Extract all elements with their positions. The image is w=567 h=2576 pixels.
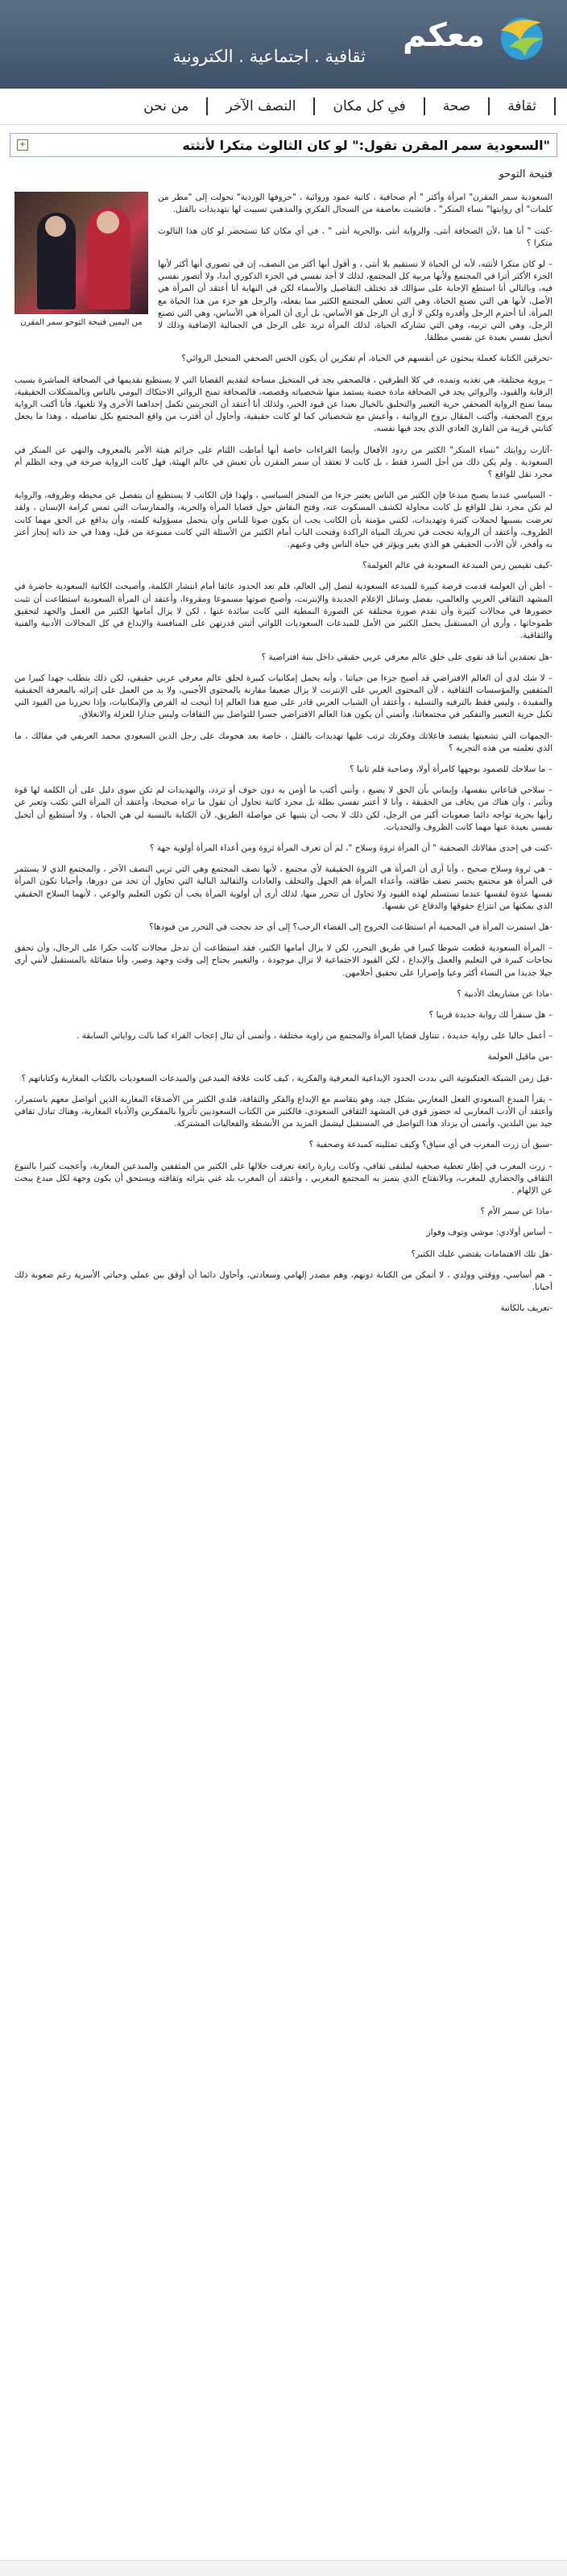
paragraph: – هل سنقرأ لك رواية جديدة قريبا ؟ (428, 1009, 553, 1020)
main-nav (0, 89, 567, 125)
nav-separator (488, 97, 490, 115)
photo-caption: من اليمين فتيحة التوحو سمر المقرن (20, 318, 143, 328)
paragraph: – سلاحي قناعاتي بنفسها، وإيماني بأن الحق لا يضيع ، وأنني أكتب ما أؤمن به دون خوف أو تردد، والتهديدات لم تكن سوى دليل على أن الكلمة لها قوة وتأثير ، وأن هناك من يخاف من الحقيقة ، وأنا لا أعتبر نفسي بطلة بل مجرد كاتبة تحاول أن تقول ما تراه صحيحا، وأعتقد أن المرأة التي تكتب وتعبر عن رأيها بحرية تواجه دائما صعوبات أكبر من الرجل، لكن ذلك لا يجب أن يثنيها عن مواصلة الطريق، لأن الكتابة بالنسبة لي هي الحياة ، ولا أستطيع أن أتخيل نفسي بعيدة عنها مهما كانت الظروف والتحديات. (14, 785, 553, 832)
paragraph: -ماذا عن سمر الأم ؟ (480, 1207, 553, 1217)
paragraph: – هم أساسي، ووقتي وولدي ، لا أتمكن من الكتابة دونهم، وهم مصدر إلهامي وسعادتي، وأحاول دائما أن أوفق بين عملي وحياتي الأسرية رغم صعوبة ذلك أحيانا. (14, 1269, 553, 1293)
site-logo[interactable] (403, 6, 551, 64)
nav-separator (313, 97, 315, 115)
expand-plus-icon[interactable]: + (17, 139, 28, 151)
article-photo (14, 192, 148, 314)
article-title-bar (10, 133, 557, 157)
paragraph: -هل تعتقدين أننا قد نقوى على خلق عالم معرفي عربي حقيقي داخل بنية افتراضية ؟ (261, 652, 553, 662)
nav-item-health[interactable]: صحة (442, 98, 471, 114)
paragraph: -هل تلك الاهتمامات يقتضي عليك الكثير؟ (411, 1249, 553, 1259)
paragraph: – المرأة السعودية قطعت شوطا كبيرا في طريق التحرر، لكن لا يزال أمامها الكثير، فقد استطاعت أن تدخل مجالات كانت حكرا على الرجال، وأن تحقق نجاحات كبيرة في التعليم والعمل والإبداع ، لكن القيود الاجتماعية لا تزال موجودة ، والتغيير يحتاج إلى وقت وجهد وصبر، وأنا متفائلة بالمستقبل لأنني أرى جيلا جديدا من النساء أكثر وعيا وإصرارا على تحقيق أحلامهن. (14, 943, 553, 978)
nav-item-about[interactable]: من نحن (143, 98, 189, 114)
paragraph: -كنت " أنا هنا ،لأن الصحافة أنثى، والرواية أنثى ،والحرية أنثى " ، في أي مكان كنا تستحضر لو كان هذا الثالوث متكرا ؟ (158, 226, 553, 248)
paragraph: – يروية مختلفة، هي تغذيه وتمده، في كلا الطرفين ، فالصحفي يجد في المتخيل مساحة لتقديم القضايا التي لا يستطيع تقديمها في الصحافة المباشرة بسبب الرقابة والقيود، والروائي يجد في الصحافة مادة خصبة يستمد منها شخصياته وقصصه، فالصحافة تمنح الروائي الاحتكاك اليومي بالناس وبالمشكلات الحقيقية، بينما تمنح الرواية الصحفي حرية التعبير والتحليق بالخيال بعيدا عن قيود الخبر، ولذلك أنا أعتقد أن التجربتين تكمل إحداهما الأخرى ولا تلغيها، فأنا أكتب الرواية بروح الصحفية، وأكتب المقال بروح الروائية ، وأعيش مع شخصياتي كما لو كانت حقيقية، وأحاول أن أقترب من واقع المجتمع بكل تفاصيله ، وهذا ما يجعل كتابتي قريبة من القارئ العادي الذي يجد فيها نفسه. (14, 375, 553, 434)
article-body (14, 168, 553, 1315)
brand-name: معكم (403, 17, 485, 54)
paragraph: – زرت المغرب في إطار تغطية صحفية لملتقى ثقافي، وكانت زيارة رائعة تعرفت خلالها على الكثير من المثقفين والمبدعين المغاربة، وأعجبت كثيرا بالتنوع الثقافي والحضاري للمغرب، وبالانفتاح الذي يتميز به المجتمع المغربي ، وأعتقد أن المغرب بلد غني بتراثه وثقافته ويستحق أن يكون وجهة لكل مبدع يبحث عن الإلهام . (14, 1161, 553, 1195)
paragraph: -آثارت روايتك "نساء المنكر" الكثير من ردود الأفعال وأيضا القراءات خاصة أنها أماطت اللثام على جرائم هيئة الأمر بالمعروف والنهي عن المنكر في السعودية . ولم يكن ذلك من أجل السرد فقط ، بل كانت لا تعتقد أن سمر المقرن بأن تعيش في عالم الهيئة، فهل كانت الرواية صرخة في وجه الظلم أم مجرد نقل للواقع ؟ (14, 445, 553, 480)
paragraph: -كنت في إحدى مقالاتك الصحفية " أن المرأة ثروة وسلاح "، لم أن تعرف المرأة ثروة ومن أعداء المرأة أولوية جهة ؟ (149, 843, 553, 853)
nav-item-other-half[interactable]: النصف الآخر (226, 98, 296, 114)
nav-item-everywhere[interactable]: في كل مكان (333, 98, 406, 114)
site-tagline: ثقافية . اجتماعية . الكترونية (172, 47, 366, 66)
nav-separator (554, 97, 556, 115)
nav-separator (424, 97, 425, 115)
paragraph: -الجمهات التي تشعبتها يقتصد فاعلاتك وفكرتك ترتب عليها تهديدات بالقتل ، خاصة بعد هجومك على رجل الدين السعودي محمد العريفي في مقالك ، ما الذي تعلمته من هذه التجربة ؟ (14, 731, 553, 753)
paragraph: -تحرقين الكتابة كعملة يبحثون عن أنفسهم في الحياة، أم تفكرين أن يكون الحس الصحفي المتخيل الروائي؟ (181, 354, 553, 364)
paragraph: – يقرأ المبدع السعودي الفعل المغاربي بشكل جيد، وهو يتقاسم مع الإبداع والفكر والثقافة، فلدي الكثير من الأصدقاء المغاربة الذين أتواصل معهم باستمرار، وأعتقد أن الأدب المغاربي له حضور قوي في المشهد الثقافي السعودي، فالكثير من الكتاب السعوديين تأثروا بالمفكرين والأدباء المغاربة، وهناك تبادل ثقافي جيد بين البلدين، وأتمنى أن يزداد هذا التواصل في المستقبل ليشمل المزيد من الأنشطة والفعاليات المشتركة. (14, 1094, 553, 1129)
paragraph: -ماذا عن مشاريعك الأدبية ؟ (457, 988, 553, 999)
paragraph: – أظن أن العولمة قدمت فرصة كبيرة للمبدعة السعودية لتصل إلى العالم، فلم تعد الحدود عائقا أمام انتشار الكلمة، وأصبحت الكاتبة السعودية حاضرة في المشهد الثقافي العربي والعالمي، بفضل وسائل الإعلام الجديدة والإنترنت، وأصبح صوتها مسموعا ومقروءا، وأعتقد أن المرأة السعودية استطاعت أن تثبت حضورها في مجالات كثيرة وأن تقدم صورة مختلفة عن الصورة النمطية التي كانت سائدة عنها ، لكن لا يزال أمامها الكثير من العمل والجهد لتحقيق طموحاتها ، وأرى أن المستقبل يحمل الكثير من الأمل للمبدعات السعوديات اللواتي أثبتن قدرتهن على المنافسة والإبداع في كل المجالات الأدبية والفنية والثقافية. (14, 582, 553, 641)
paragraph: – أعمل حاليا على رواية جديدة ، تتناول قضايا المرأة والمجتمع من زاوية مختلفة ، وأتمنى أن تنال إعجاب القراء كما نالت رواياتي السابقة . (77, 1031, 553, 1042)
paragraph: – هي ثروة وسلاح صحيح ، وأنا أرى أن المرأة هي الثروة الحقيقية لأي مجتمع ، لأنها نصف المجتمع وهي التي تربي النصف الآخر ، والمجتمع الذي لا يستثمر في المرأة هو مجتمع يخسر نصف طاقته، وأعداء المرأة هم الجهل والتخلف والعادات والتقاليد البالية التي تحاول أن تحد من دورها، وأحيانا تكون المرأة نفسها عدوة لنفسها عندما تستسلم لهذه القيود ولا تحاول أن تتحرر منها، لذلك أرى أن أولوية المرأة يجب أن تكون التعليم والوعي ، لأنهما السلاح الحقيقي الذي يمكنها من انتزاع حقوقها والدفاع عن نفسها. (14, 864, 553, 911)
birds-logo-icon (493, 6, 551, 64)
paragraph: -تعريف بالكاتبة (500, 1303, 553, 1314)
paragraph: السعودية سمر المقرن" امرأة وأكثر " أم صحافية ، كاتبة عمود وروائية ، "حروفها الوردية" تحولت إلى "مطر من كلمات" أي روايتها" نساء المنكر" ، فاتشبت بعاصفة من السجال الفكري والمذهبي تسببت لها بتهديدات بالقتل. (158, 193, 553, 215)
article-figure (14, 192, 148, 329)
paragraph: – لا شك لدي أن العالم الافتراضي قد أصبح جزءا من حياتنا ، وأنه يحمل إمكانيات كبيرة لخلق عالم معرفي عربي حقيقي، لكن ذلك يتطلب جهدا كبيرا من المثقفين والمؤسسات الثقافية ، لأن المحتوى العربي على الإنترنت لا يزال ضعيفا مقارنة بالمحتوى الأجنبي، ولا بد من العمل على إثرائه بالمعرفة الحقيقية والمفيدة ، وليس فقط بالترفيه والتسلية ، وأعتقد أن الشباب العربي قادر على صنع هذا العالم إذا أتيحت له الفرص والإمكانيات، وإذا تحررنا من القيود التي تكبل حرية التعبير والتفكير في مجتمعاتنا، وأتمنى أن يكون هذا العالم الافتراضي جسرا للتواصل بين الثقافات وليس جدارا للعزلة والانغلاق. (14, 673, 553, 720)
paragraph: – لو كان متكرا لأنثته، لأنه لن الحياة لا تستقيم بلا أنثى ، و أقول أنها أكثر من النصف، إن في تصوري أنها أكثر لأنها الجزء الأكثر أثرا في المجتمع ولأنها مربية كل المجتمع، لذلك لا أجد نفسي في الجزء الذكوري أبدا، ولا أتصور نفسي فيه، وبالتالي أنا استطع الإجابة على سؤالك قد تختلف التفاصيل والأسماء لكن في النهاية أنا أعتقد أن المرأة هي الأصل، لأنها هي التي تصنع الحياة، وهي التي تعطي المجتمع الكثير مما يفعله، والرجل هو جزء من هذا الحياة مع المرأة، أنا أحترم الرجل وأقدره ولكن لا أرى أن الرجل هو الأساس، بل أرى أن المرأة هي الأساس، وهي التي تصنع الرجل، وهي التي تربيه، وهي التي تشاركه الحياة، لذلك المرأة تريد على الرجل في الجمالية الإضافية وذلك لا أتخيل نفسي بعيدة عن نفسي مطلقا. (158, 259, 553, 343)
article-author: فتيحة التوحو (499, 168, 553, 180)
nav-item-culture[interactable]: ثقافة (507, 98, 536, 114)
article-title: السعودية سمر المقرن تقول:" لو كان الثالوث متكرا لأنثته" (182, 137, 550, 153)
paragraph: -كيف تقيمين زمن المبدعة السعودية في عالم العولمة؟ (362, 561, 553, 571)
nav-separator (206, 97, 208, 115)
site-header (0, 0, 567, 89)
paragraph: – السياسي عندما يصبح مبدعا فإن الكثير من الناس يعتبر جزءا من المنجز السياسي ، ولهذا فإن الكاتب لا يستطيع أن ينفصل عن محيطه وظروفه، والرواية لم تكن مجرد نقل للواقع بل كانت محاولة لكشف المسكوت عنه، وفتح النقاش حول قضايا المرأة والحرية، والممارسات التي تمس كرامة الإنسان ، ولقد تعرضت بسببها لحملات كثيرة وتهديدات، لكنني مؤمنة بأن الكاتب يجب أن يكون صوتا للناس وأن يتحمل مسؤولية كلمته، وأن يدافع عن الحق مهما كانت الظروف، وأعتقد أن الرواية نجحت في تحريك المياه الراكدة وفتحت الباب أمام الكثير من الأسئلة التي كانت ممنوعة من قبل، وهذا في حد ذاته إنجاز أعتز به وأفخر، لأن الأدب الحقيقي هو الذي يغير ويؤثر في حياة الناس وفي وعيهم. (14, 491, 553, 550)
page-footer (0, 2560, 567, 2576)
paragraph: -قيل زمن الشبكة العنكبوتية التي بددت الحدود الإبداعية المعرفية والفكرية ، كيف كانت علاقة المبدعين والمبدعات السعوديات بالكتاب المغاربة وكتاباتهم ؟ (21, 1073, 553, 1083)
paragraph: -هل استمرت المرأة في المحمية أم استطاعت الخروج إلى الفضاء الرحب؟ إلى أي حد نجحت في التحرر من قيودها؟ (149, 921, 553, 932)
paragraph: – أساس أولادي: موشي وتوف وفواز (426, 1228, 553, 1238)
paragraph: -من ماقيل العولمة (487, 1052, 553, 1062)
paragraph: – ما سلاحك للصمود بوجهها كامرأة أولا، وصاحبة قلم ثانيا ؟ (350, 764, 553, 774)
paragraph: -سبق أن زرت المغرب في أي سياق؟ وكيف تمثلينه كمبدعة وصحفية ؟ (308, 1140, 553, 1150)
